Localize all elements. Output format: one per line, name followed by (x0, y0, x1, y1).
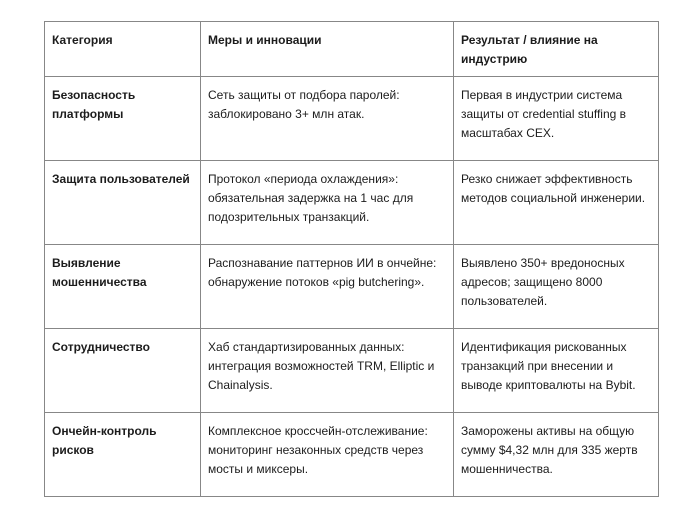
cell-measures: Хаб стандартизированных данных: интеграция возможностей TRM, Elliptic и Chainalysis. (201, 329, 454, 413)
cell-measures: Протокол «периода охлаждения»: обязательная задержка на 1 час для подозрительных транзакций. (201, 161, 454, 245)
column-header-result: Результат / влияние на индустрию (454, 22, 659, 77)
table-body (45, 77, 659, 497)
table-row (45, 77, 659, 161)
cell-result: Заморожены активы на общую сумму $4,32 млн для 335 жертв мошенничества. (454, 413, 659, 497)
cell-measures: Комплексное кроссчейн-отслеживание: мониторинг незаконных средств через мосты и миксеры. (201, 413, 454, 497)
cell-category: Защита пользователей (45, 161, 201, 245)
cell-measures: Распознавание паттернов ИИ в ончейне: обнаружение потоков «pig butchering». (201, 245, 454, 329)
cell-result: Выявлено 350+ вредоносных адресов; защищено 8000 пользователей. (454, 245, 659, 329)
table-row (45, 329, 659, 413)
cell-measures: Сеть защиты от подбора паролей: заблокировано 3+ млн атак. (201, 77, 454, 161)
table-row (45, 413, 659, 497)
cell-result: Идентификация рискованных транзакций при внесении и выводе криптовалюты на Bybit. (454, 329, 659, 413)
cell-result: Первая в индустрии система защиты от credential stuffing в масштабах CEX. (454, 77, 659, 161)
column-header-category: Категория (45, 22, 201, 77)
security-measures-table (44, 21, 659, 497)
cell-result: Резко снижает эффективность методов социальной инженерии. (454, 161, 659, 245)
cell-category: Сотрудничество (45, 329, 201, 413)
table-header-row (45, 22, 659, 77)
table-row (45, 245, 659, 329)
cell-category: Выявление мошенничества (45, 245, 201, 329)
cell-category: Безопасность платформы (45, 77, 201, 161)
table-row (45, 161, 659, 245)
cell-category: Ончейн-контроль рисков (45, 413, 201, 497)
column-header-measures: Меры и инновации (201, 22, 454, 77)
